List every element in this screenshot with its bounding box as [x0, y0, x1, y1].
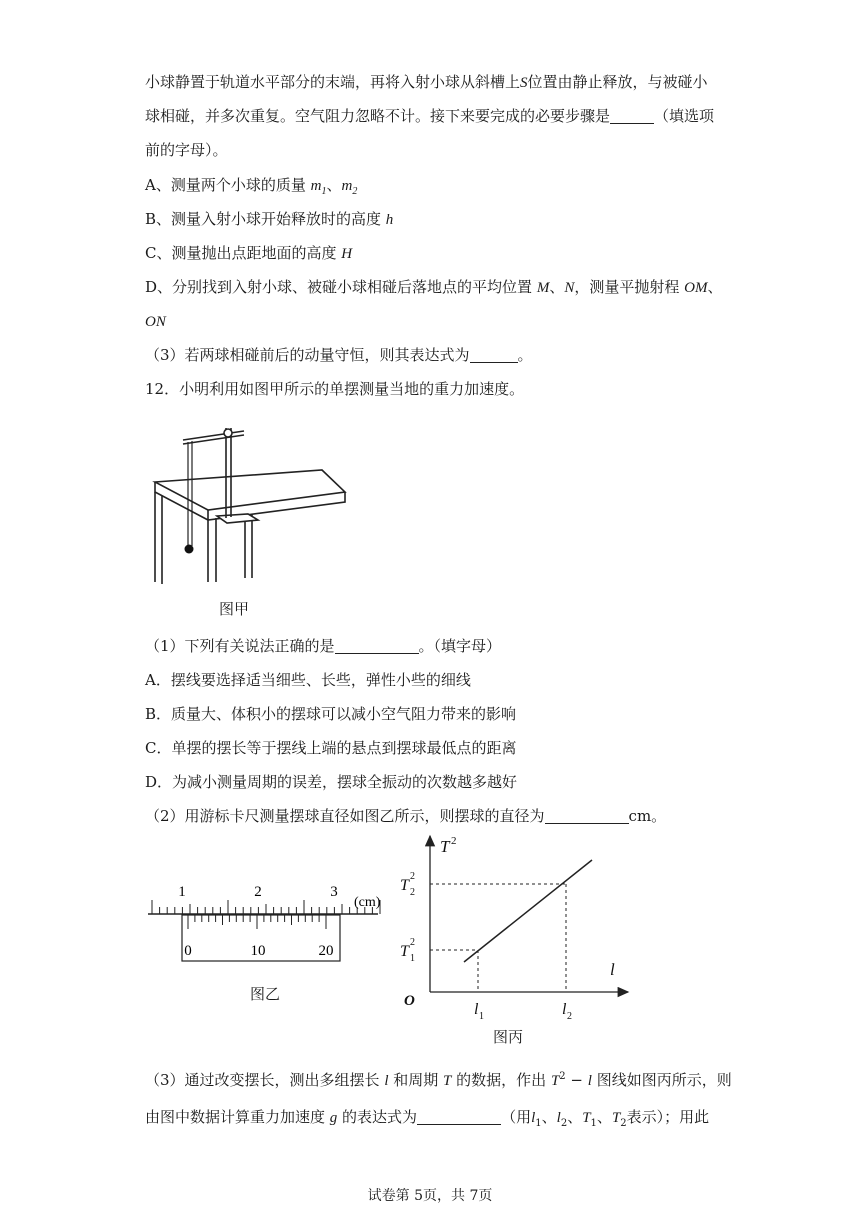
q12-part2 — [145, 806, 666, 826]
l1-sub: 1 — [479, 1011, 484, 1022]
vernier-label-10: 10 — [250, 943, 266, 959]
q12-title — [145, 379, 524, 399]
q11-line3 — [145, 140, 228, 160]
l2-sub: 2 — [567, 1011, 572, 1022]
t1-sup: 2 — [410, 937, 415, 948]
dash: − — [565, 1071, 588, 1089]
var-N: N — [564, 280, 575, 296]
q11-option-a — [145, 175, 357, 202]
text: A、测量两个小球的质量 — [145, 176, 311, 194]
text: （3）通过改变摆长，测出多组摆长 — [145, 1071, 385, 1089]
t2-sub: 2 — [410, 887, 415, 898]
main-label-3: 3 — [330, 884, 338, 900]
var-T: T — [443, 1073, 452, 1089]
var: T — [611, 1110, 621, 1126]
text: D、分别找到入射小球、被碰小球相碰后落地点的平均位置 — [145, 278, 537, 296]
q11-line1 — [145, 72, 708, 93]
text: C、测量抛出点距地面的高度 — [145, 244, 342, 262]
t1-sub: 1 — [410, 953, 415, 964]
figure-pendulum-caption: 图甲 — [219, 600, 250, 618]
answer-blank[interactable] — [545, 807, 629, 824]
sub: 2 — [560, 1118, 568, 1129]
sep: 、 — [596, 1108, 612, 1126]
sub: 1 — [535, 1118, 542, 1129]
x-axis-label: l — [610, 960, 615, 979]
text: （3）若两球相碰前后的动量守恒，则其表达式为 — [145, 346, 470, 364]
text: 球相碰，并多次重复。空气阻力忽略不计。接下来要完成的必要步骤是 — [145, 107, 611, 125]
text: 的表达式为 — [337, 1108, 418, 1126]
var-l: l — [587, 1073, 592, 1089]
figure-vernier-caliper — [148, 880, 388, 970]
text: 。（填字母） — [418, 637, 502, 655]
figure-pendulum — [150, 420, 350, 590]
answer-blank[interactable] — [335, 637, 419, 654]
text: 小球静置于轨道水平部分的末端，再将入射小球从斜槽上 — [145, 73, 521, 91]
text: （填选项 — [654, 107, 715, 125]
var: l — [556, 1110, 561, 1126]
var-l: l — [384, 1073, 389, 1089]
main-label-2: 2 — [254, 884, 262, 900]
text: 和周期 — [388, 1071, 444, 1089]
text: 前的字母）。 — [145, 141, 228, 159]
q11-part3 — [145, 345, 533, 365]
text: B．质量大、体积小的摆球可以减小空气阻力带来的影响 — [145, 705, 517, 723]
fit-line — [464, 860, 592, 962]
answer-blank[interactable] — [417, 1108, 501, 1125]
var-ON: ON — [145, 314, 166, 330]
t2-label: T — [400, 877, 409, 894]
sub: 1 — [321, 186, 327, 197]
text: 位置由静止释放，与被碰小 — [527, 73, 708, 91]
vernier-label-0: 0 — [184, 943, 192, 959]
var-OM: OM — [684, 280, 708, 296]
l1-label: l — [474, 1001, 479, 1018]
text: A．摆线要选择适当细些、长些，弹性小些的细线 — [145, 671, 471, 689]
text: B、测量入射小球开始释放时的高度 — [145, 210, 386, 228]
q12-option-a — [145, 670, 471, 690]
text: （2）用游标卡尺测量摆球直径如图乙所示，则摆球的直径为 — [145, 807, 545, 825]
text: 的数据，作出 — [451, 1071, 551, 1089]
l2-label: l — [562, 1001, 567, 1018]
var-m1: m — [310, 178, 322, 194]
sep: 、 — [549, 278, 565, 296]
var-M: M — [536, 280, 550, 296]
sup: 2 — [559, 1071, 566, 1082]
sub: 2 — [620, 1118, 627, 1129]
var: l — [531, 1110, 536, 1126]
q11-line2 — [145, 106, 714, 126]
figure-vernier-caption: 图乙 — [250, 985, 281, 1003]
sep: 、 — [567, 1108, 583, 1126]
text: ，测量平抛射程 — [574, 278, 685, 296]
text: D．为减小测量周期的误差，摆球全振动的次数越多越好 — [145, 773, 518, 791]
var-m2: m — [341, 178, 353, 194]
q11-option-d-cont — [145, 311, 166, 332]
page-footer: 试卷第 5页，共 7页 — [367, 1188, 493, 1204]
vernier-label-20: 20 — [318, 943, 334, 959]
origin-label: O — [404, 993, 415, 1009]
q12-option-b — [145, 704, 516, 724]
q11-option-c — [145, 243, 352, 264]
sub: 2 — [352, 186, 358, 197]
text: 图线如图丙所示，则 — [591, 1071, 732, 1089]
q12-option-c — [145, 738, 516, 758]
q11-option-d — [145, 277, 722, 298]
q12-part3-line2 — [145, 1107, 709, 1134]
text: 12．小明利用如图甲所示的单摆测量当地的重力加速度。 — [145, 380, 525, 398]
q11-option-b — [145, 209, 393, 230]
text: 表示）；用此 — [626, 1108, 710, 1126]
main-label-1: 1 — [178, 884, 186, 900]
y-axis-sup: 2 — [451, 835, 457, 847]
var-g: g — [329, 1110, 338, 1126]
var-s: S — [520, 75, 528, 91]
q12-part1 — [145, 636, 501, 656]
answer-blank[interactable] — [470, 346, 518, 363]
sep: 、 — [541, 1108, 557, 1126]
q12-option-d — [145, 772, 517, 792]
var-H: H — [341, 246, 353, 262]
sep: 、 — [326, 176, 342, 194]
text: （用 — [501, 1108, 532, 1126]
answer-blank[interactable] — [610, 107, 654, 124]
sub: 1 — [590, 1118, 597, 1129]
var: T — [582, 1110, 591, 1126]
sep: 、 — [707, 278, 723, 296]
figure-graph-caption: 图丙 — [493, 1028, 524, 1046]
text: 。 — [517, 346, 533, 364]
text: （1）下列有关说法正确的是 — [145, 637, 335, 655]
var-T2: T — [550, 1073, 560, 1089]
y-axis-label: T — [440, 837, 450, 856]
caliper-unit: (cm) — [354, 895, 381, 910]
t2-sup: 2 — [410, 871, 415, 882]
var-h: h — [385, 212, 394, 228]
text: cm。 — [628, 807, 667, 825]
t1-label: T — [400, 943, 409, 960]
figure-t2-l-graph — [396, 832, 636, 1022]
text: 由图中数据计算重力加速度 — [145, 1108, 330, 1126]
q12-part3-line1 — [145, 1067, 732, 1091]
text: C．单摆的摆长等于摆线上端的悬点到摆球最低点的距离 — [145, 739, 517, 757]
